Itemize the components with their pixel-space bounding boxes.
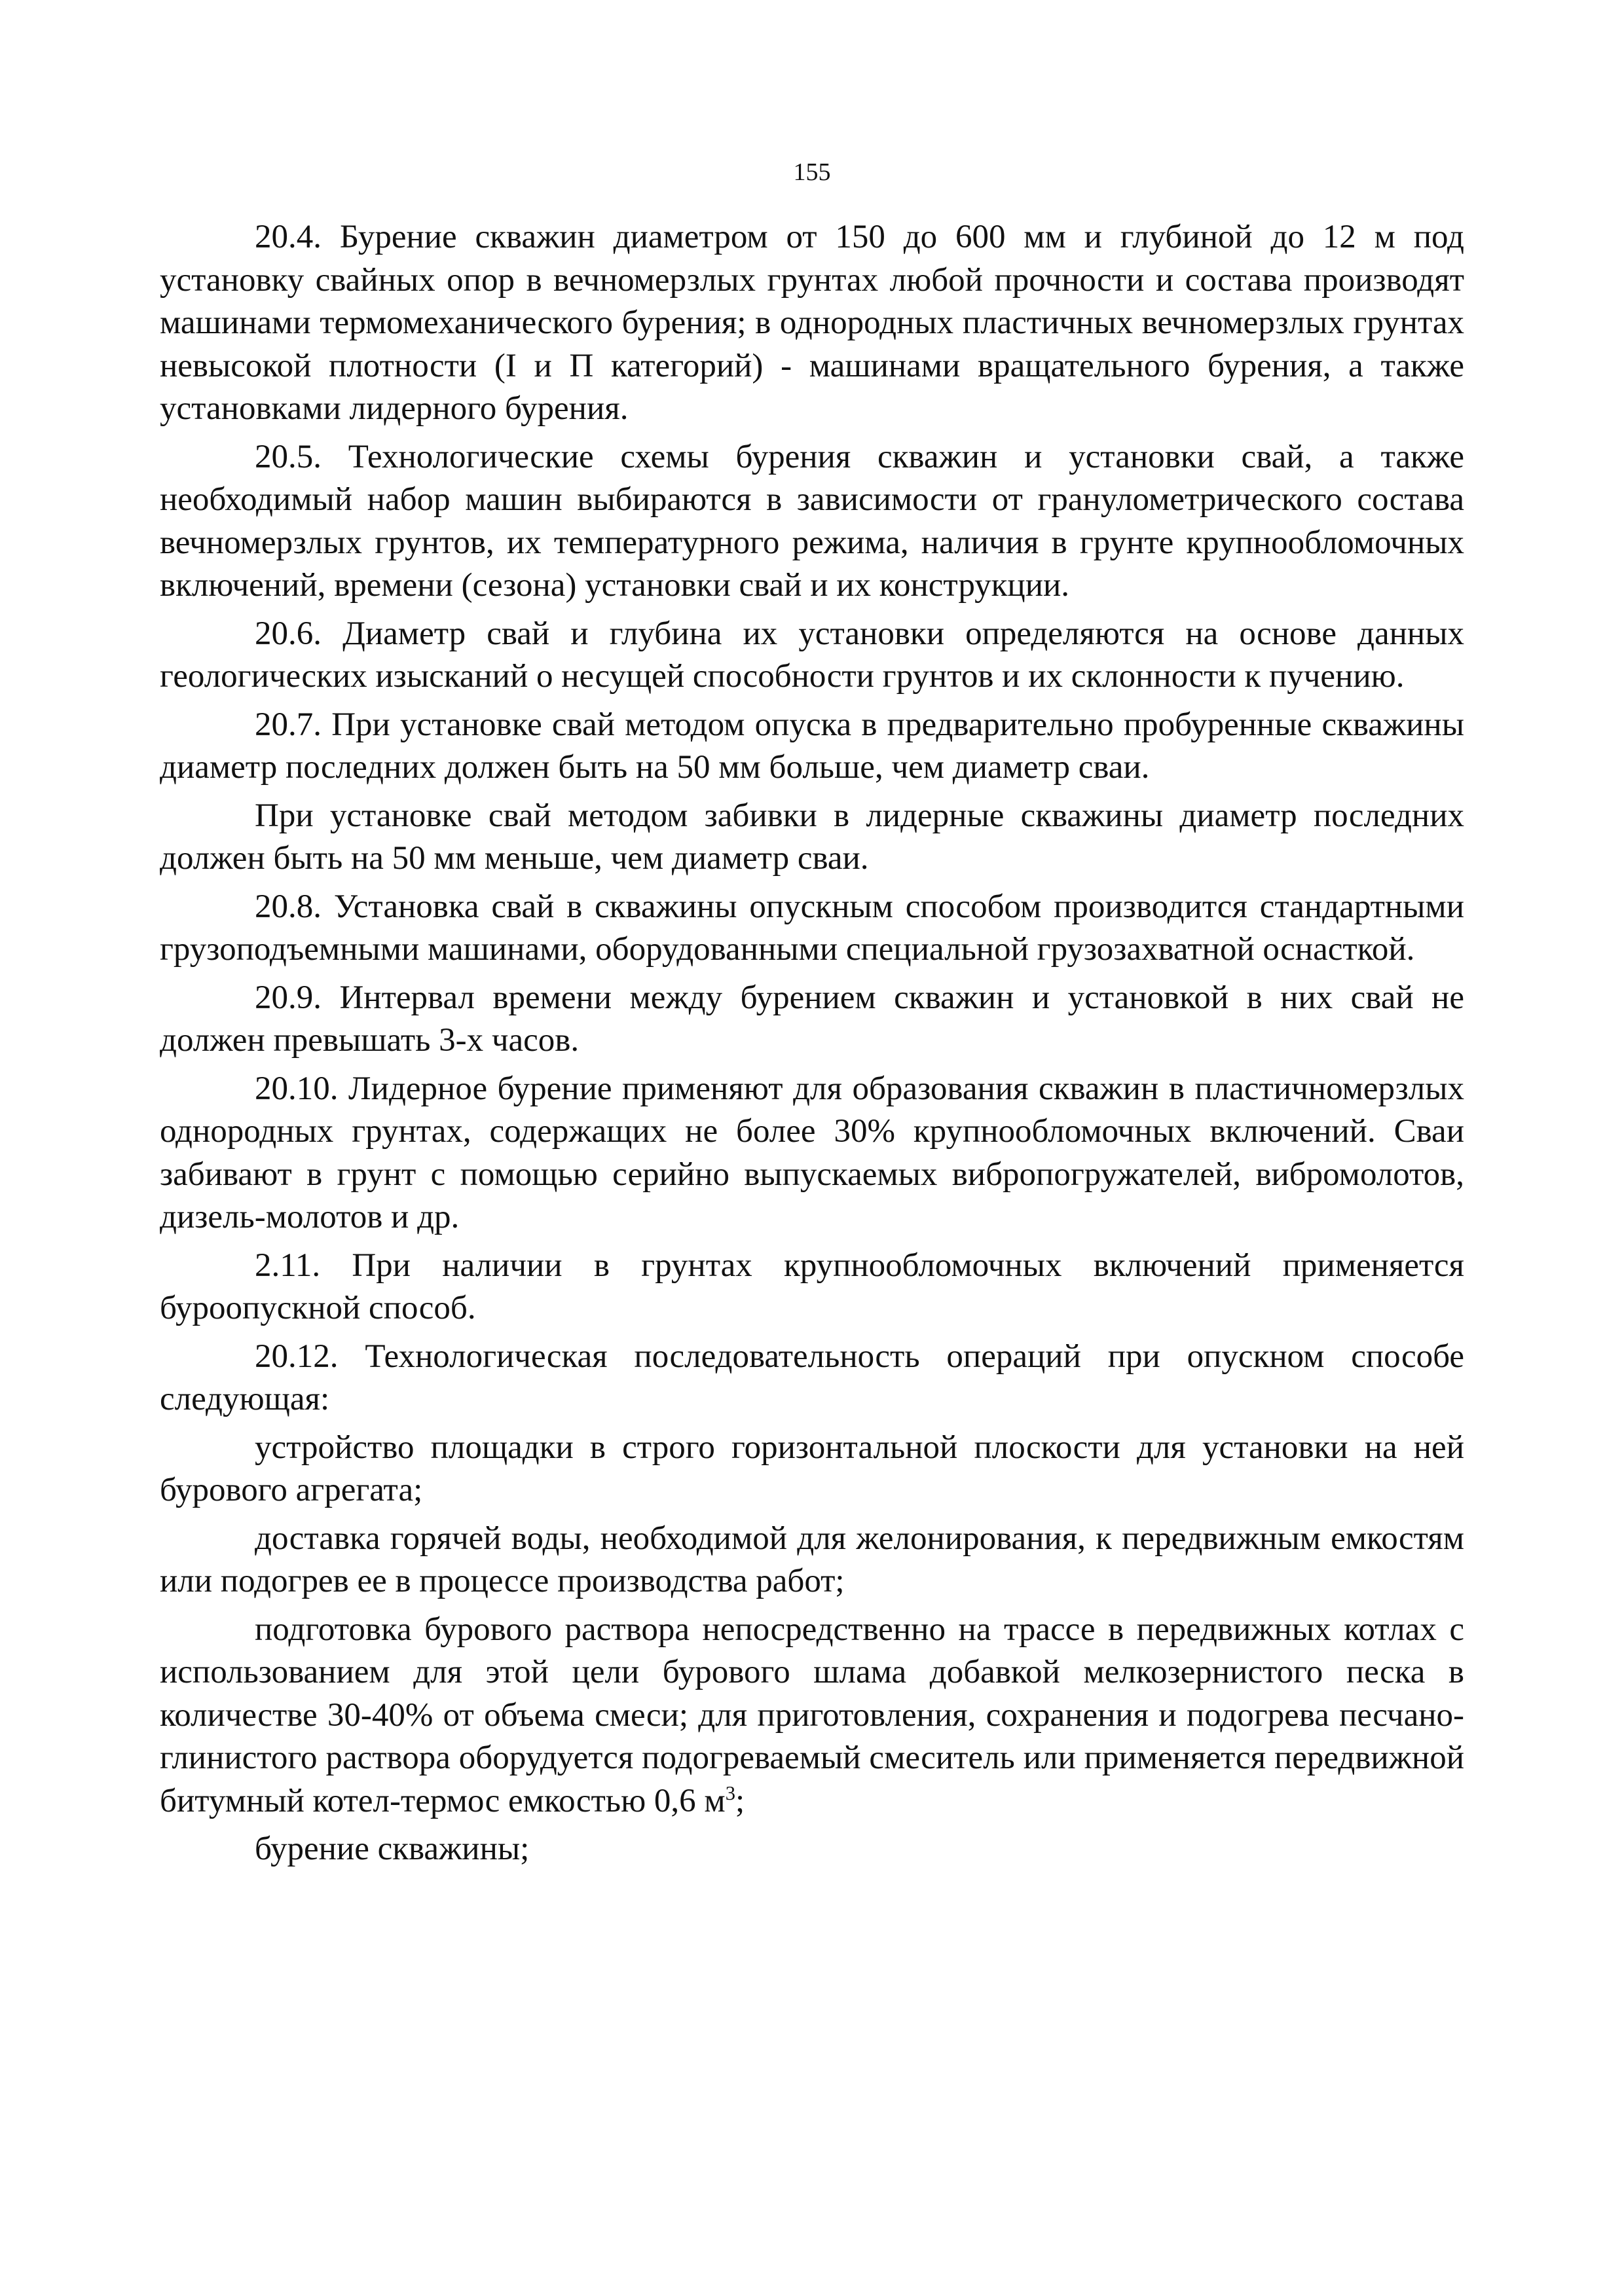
paragraph-20-6: 20.6. Диаметр свай и глубина их установки определяются на основе данных геологических изысканий о несущей способности грунтов и их склонности к пучению. bbox=[160, 615, 1464, 695]
list-item-hot-water-delivery: доставка горячей воды, необходимой для желонирования, к передвижным емкостям или подогрев ее в процессе производства работ; bbox=[160, 1520, 1464, 1599]
paragraph-20-12: 20.12. Технологическая последовательность операций при опускном способе следующая: bbox=[160, 1338, 1464, 1417]
paragraph-2-11: 2.11. При наличии в грунтах крупнообломочных включений применяется буроопускной способ. bbox=[160, 1247, 1464, 1326]
paragraph-20-9: 20.9. Интервал времени между бурением скважин и установкой в них свай не должен превышать 3-х часов. bbox=[160, 979, 1464, 1059]
page-number: 155 bbox=[793, 158, 831, 186]
list-item-well-drilling: бурение скважины; bbox=[255, 1831, 530, 1867]
paragraph-20-5: 20.5. Технологические схемы бурения скважин и установки свай, а также необходимый набор машин выбираются в зависимости от гранулометрического состава вечномерзлых грунтов, их температурного режима, наличия в грунте крупнообломочных включений, времени (сезона) установки свай и их конструкции. bbox=[160, 438, 1464, 604]
cubic-superscript: 3 bbox=[725, 1781, 735, 1804]
paragraph-20-7: 20.7. При установке свай методом опуска в предварительно пробуренные скважины диаметр последних должен быть на 50 мм больше, чем диаметр сваи. bbox=[160, 706, 1464, 786]
drilling-mud-tail: ; bbox=[735, 1782, 745, 1819]
paragraph-20-4: 20.4. Бурение скважин диаметром от 150 до 600 мм и глубиной до 12 м под установку свайных опор в вечномерзлых грунтах любой прочности и состава производят машинами термомеханического бурения; в однородных пластичных вечномерзлых грунтах невысокой плотности (I и П категорий) - машинами вращательного бурения, а также установками лидерного бурения. bbox=[160, 219, 1464, 427]
paragraph-20-7-continued: При установке свай методом забивки в лидерные скважины диаметр последних должен быть на 50 мм меньше, чем диаметр сваи. bbox=[160, 797, 1464, 877]
list-item-drilling-mud-preparation bbox=[160, 1609, 1464, 1823]
list-item-site-preparation: устройство площадки в строго горизонтальной плоскости для установки на ней бурового агрегата; bbox=[160, 1429, 1464, 1508]
drilling-mud-text: подготовка бурового раствора непосредственно на трассе в передвижных котлах с использованием для этой цели бурового шлама добавкой мелкозернистого песка в количестве 30-40% от объема смеси; для приготовления, сохранения и подогрева песчано-глинистого раствора оборудуется подогреваемый смеситель или применяется передвижной битумный котел-термос емкостью 0,6 м bbox=[160, 1611, 1464, 1819]
paragraph-20-8: 20.8. Установка свай в скважины опускным способом производится стандартными грузоподъемными машинами, оборудованными специальной грузозахватной оснасткой. bbox=[160, 888, 1464, 968]
paragraph-20-10: 20.10. Лидерное бурение применяют для образования скважин в пластичномерзлых однородных грунтах, содержащих не более 30% крупнообломочных включений. Сваи забивают в грунт с помощью серийно выпускаемых вибропогружателей, вибромолотов, дизель-молотов и др. bbox=[160, 1070, 1464, 1235]
page-body bbox=[160, 216, 1464, 1876]
